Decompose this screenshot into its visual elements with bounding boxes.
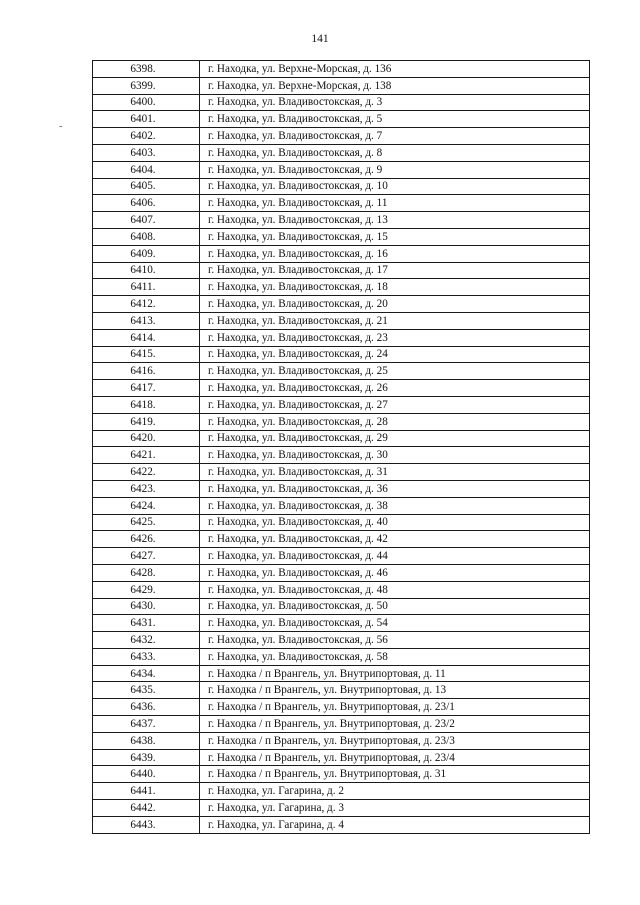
row-number-cell: 6401. — [93, 111, 200, 128]
address-cell: г. Находка / п Врангель, ул. Внутрипортовая, д. 23/3 — [200, 732, 590, 749]
row-number-cell: 6439. — [93, 749, 200, 766]
table-row — [93, 245, 590, 262]
row-number-cell: 6406. — [93, 195, 200, 212]
row-number-cell: 6436. — [93, 699, 200, 716]
table-row — [93, 77, 590, 94]
table-row — [93, 228, 590, 245]
table-row — [93, 665, 590, 682]
row-number-cell: 6423. — [93, 480, 200, 497]
row-number-cell: 6418. — [93, 396, 200, 413]
table-row — [93, 800, 590, 817]
row-number-cell: 6414. — [93, 329, 200, 346]
row-number-cell: 6425. — [93, 514, 200, 531]
table-row — [93, 430, 590, 447]
table-row — [93, 531, 590, 548]
row-number-cell: 6399. — [93, 77, 200, 94]
row-number-cell: 6441. — [93, 783, 200, 800]
table-row — [93, 648, 590, 665]
address-table-container — [92, 60, 589, 834]
row-number-cell: 6420. — [93, 430, 200, 447]
row-number-cell: 6442. — [93, 800, 200, 817]
table-row — [93, 262, 590, 279]
row-number-cell: 6431. — [93, 615, 200, 632]
address-cell: г. Находка, ул. Владивостокская, д. 27 — [200, 396, 590, 413]
address-cell: г. Находка, ул. Владивостокская, д. 44 — [200, 548, 590, 565]
row-number-cell: 6432. — [93, 632, 200, 649]
address-cell: г. Находка, ул. Владивостокская, д. 3 — [200, 94, 590, 111]
table-row — [93, 178, 590, 195]
address-cell: г. Находка, ул. Гагарина, д. 4 — [200, 816, 590, 833]
row-number-cell: 6410. — [93, 262, 200, 279]
address-cell: г. Находка, ул. Владивостокская, д. 23 — [200, 329, 590, 346]
address-cell: г. Находка, ул. Владивостокская, д. 40 — [200, 514, 590, 531]
address-cell: г. Находка, ул. Владивостокская, д. 38 — [200, 497, 590, 514]
address-cell: г. Находка, ул. Владивостокская, д. 28 — [200, 413, 590, 430]
margin-mark: - — [59, 121, 63, 132]
address-table — [92, 60, 590, 834]
address-cell: г. Находка / п Врангель, ул. Внутрипортовая, д. 31 — [200, 766, 590, 783]
page-number: 141 — [311, 33, 329, 45]
row-number-cell: 6413. — [93, 312, 200, 329]
address-cell: г. Находка, ул. Владивостокская, д. 18 — [200, 279, 590, 296]
table-row — [93, 783, 590, 800]
row-number-cell: 6416. — [93, 363, 200, 380]
row-number-cell: 6408. — [93, 228, 200, 245]
table-row — [93, 329, 590, 346]
table-row — [93, 564, 590, 581]
table-row — [93, 598, 590, 615]
table-row — [93, 447, 590, 464]
address-cell: г. Находка, ул. Владивостокская, д. 30 — [200, 447, 590, 464]
row-number-cell: 6426. — [93, 531, 200, 548]
address-cell: г. Находка, ул. Гагарина, д. 3 — [200, 800, 590, 817]
table-row — [93, 699, 590, 716]
table-row — [93, 581, 590, 598]
row-number-cell: 6411. — [93, 279, 200, 296]
row-number-cell: 6424. — [93, 497, 200, 514]
address-cell: г. Находка / п Врангель, ул. Внутрипортовая, д. 23/1 — [200, 699, 590, 716]
table-row — [93, 128, 590, 145]
row-number-cell: 6403. — [93, 144, 200, 161]
row-number-cell: 6427. — [93, 548, 200, 565]
table-row — [93, 682, 590, 699]
address-cell: г. Находка, ул. Владивостокская, д. 56 — [200, 632, 590, 649]
row-number-cell: 6409. — [93, 245, 200, 262]
row-number-cell: 6402. — [93, 128, 200, 145]
address-cell: г. Находка, ул. Владивостокская, д. 31 — [200, 464, 590, 481]
address-cell: г. Находка, ул. Владивостокская, д. 13 — [200, 212, 590, 229]
row-number-cell: 6400. — [93, 94, 200, 111]
address-cell: г. Находка, ул. Владивостокская, д. 48 — [200, 581, 590, 598]
row-number-cell: 6428. — [93, 564, 200, 581]
table-row — [93, 514, 590, 531]
table-row — [93, 615, 590, 632]
row-number-cell: 6440. — [93, 766, 200, 783]
address-table-body — [93, 61, 590, 834]
row-number-cell: 6405. — [93, 178, 200, 195]
address-cell: г. Находка / п Врангель, ул. Внутрипортовая, д. 13 — [200, 682, 590, 699]
address-cell: г. Находка, ул. Владивостокская, д. 15 — [200, 228, 590, 245]
address-cell: г. Находка, ул. Владивостокская, д. 54 — [200, 615, 590, 632]
address-cell: г. Находка, ул. Верхне-Морская, д. 136 — [200, 61, 590, 78]
address-cell: г. Находка, ул. Владивостокская, д. 20 — [200, 296, 590, 313]
row-number-cell: 6430. — [93, 598, 200, 615]
table-row — [93, 464, 590, 481]
address-cell: г. Находка, ул. Владивостокская, д. 5 — [200, 111, 590, 128]
row-number-cell: 6398. — [93, 61, 200, 78]
table-row — [93, 312, 590, 329]
row-number-cell: 6433. — [93, 648, 200, 665]
address-cell: г. Находка, ул. Владивостокская, д. 29 — [200, 430, 590, 447]
row-number-cell: 6419. — [93, 413, 200, 430]
row-number-cell: 6437. — [93, 716, 200, 733]
address-cell: г. Находка, ул. Владивостокская, д. 9 — [200, 161, 590, 178]
row-number-cell: 6429. — [93, 581, 200, 598]
table-row — [93, 396, 590, 413]
table-row — [93, 497, 590, 514]
table-row — [93, 380, 590, 397]
address-cell: г. Находка, ул. Верхне-Морская, д. 138 — [200, 77, 590, 94]
address-cell: г. Находка, ул. Владивостокская, д. 7 — [200, 128, 590, 145]
address-cell: г. Находка / п Врангель, ул. Внутрипортовая, д. 23/4 — [200, 749, 590, 766]
table-row — [93, 413, 590, 430]
row-number-cell: 6417. — [93, 380, 200, 397]
table-row — [93, 346, 590, 363]
row-number-cell: 6434. — [93, 665, 200, 682]
table-row — [93, 161, 590, 178]
table-row — [93, 144, 590, 161]
table-row — [93, 296, 590, 313]
table-row — [93, 61, 590, 78]
table-row — [93, 363, 590, 380]
table-row — [93, 212, 590, 229]
table-row — [93, 632, 590, 649]
row-number-cell: 6421. — [93, 447, 200, 464]
address-cell: г. Находка, ул. Владивостокская, д. 8 — [200, 144, 590, 161]
table-row — [93, 732, 590, 749]
address-cell: г. Находка, ул. Гагарина, д. 2 — [200, 783, 590, 800]
address-cell: г. Находка, ул. Владивостокская, д. 26 — [200, 380, 590, 397]
address-cell: г. Находка, ул. Владивостокская, д. 58 — [200, 648, 590, 665]
row-number-cell: 6443. — [93, 816, 200, 833]
address-cell: г. Находка, ул. Владивостокская, д. 25 — [200, 363, 590, 380]
address-cell: г. Находка, ул. Владивостокская, д. 11 — [200, 195, 590, 212]
table-row — [93, 279, 590, 296]
address-cell: г. Находка / п Врангель, ул. Внутрипортовая, д. 23/2 — [200, 716, 590, 733]
address-cell: г. Находка, ул. Владивостокская, д. 50 — [200, 598, 590, 615]
row-number-cell: 6422. — [93, 464, 200, 481]
address-cell: г. Находка, ул. Владивостокская, д. 10 — [200, 178, 590, 195]
address-cell: г. Находка, ул. Владивостокская, д. 16 — [200, 245, 590, 262]
table-row — [93, 749, 590, 766]
table-row — [93, 766, 590, 783]
table-row — [93, 548, 590, 565]
address-cell: г. Находка, ул. Владивостокская, д. 21 — [200, 312, 590, 329]
row-number-cell: 6412. — [93, 296, 200, 313]
table-row — [93, 816, 590, 833]
table-row — [93, 480, 590, 497]
row-number-cell: 6415. — [93, 346, 200, 363]
address-cell: г. Находка, ул. Владивостокская, д. 24 — [200, 346, 590, 363]
address-cell: г. Находка, ул. Владивостокская, д. 42 — [200, 531, 590, 548]
table-row — [93, 111, 590, 128]
row-number-cell: 6435. — [93, 682, 200, 699]
address-cell: г. Находка, ул. Владивостокская, д. 36 — [200, 480, 590, 497]
address-cell: г. Находка, ул. Владивостокская, д. 17 — [200, 262, 590, 279]
row-number-cell: 6404. — [93, 161, 200, 178]
row-number-cell: 6438. — [93, 732, 200, 749]
row-number-cell: 6407. — [93, 212, 200, 229]
table-row — [93, 195, 590, 212]
table-row — [93, 94, 590, 111]
table-row — [93, 716, 590, 733]
address-cell: г. Находка / п Врангель, ул. Внутрипортовая, д. 11 — [200, 665, 590, 682]
address-cell: г. Находка, ул. Владивостокская, д. 46 — [200, 564, 590, 581]
